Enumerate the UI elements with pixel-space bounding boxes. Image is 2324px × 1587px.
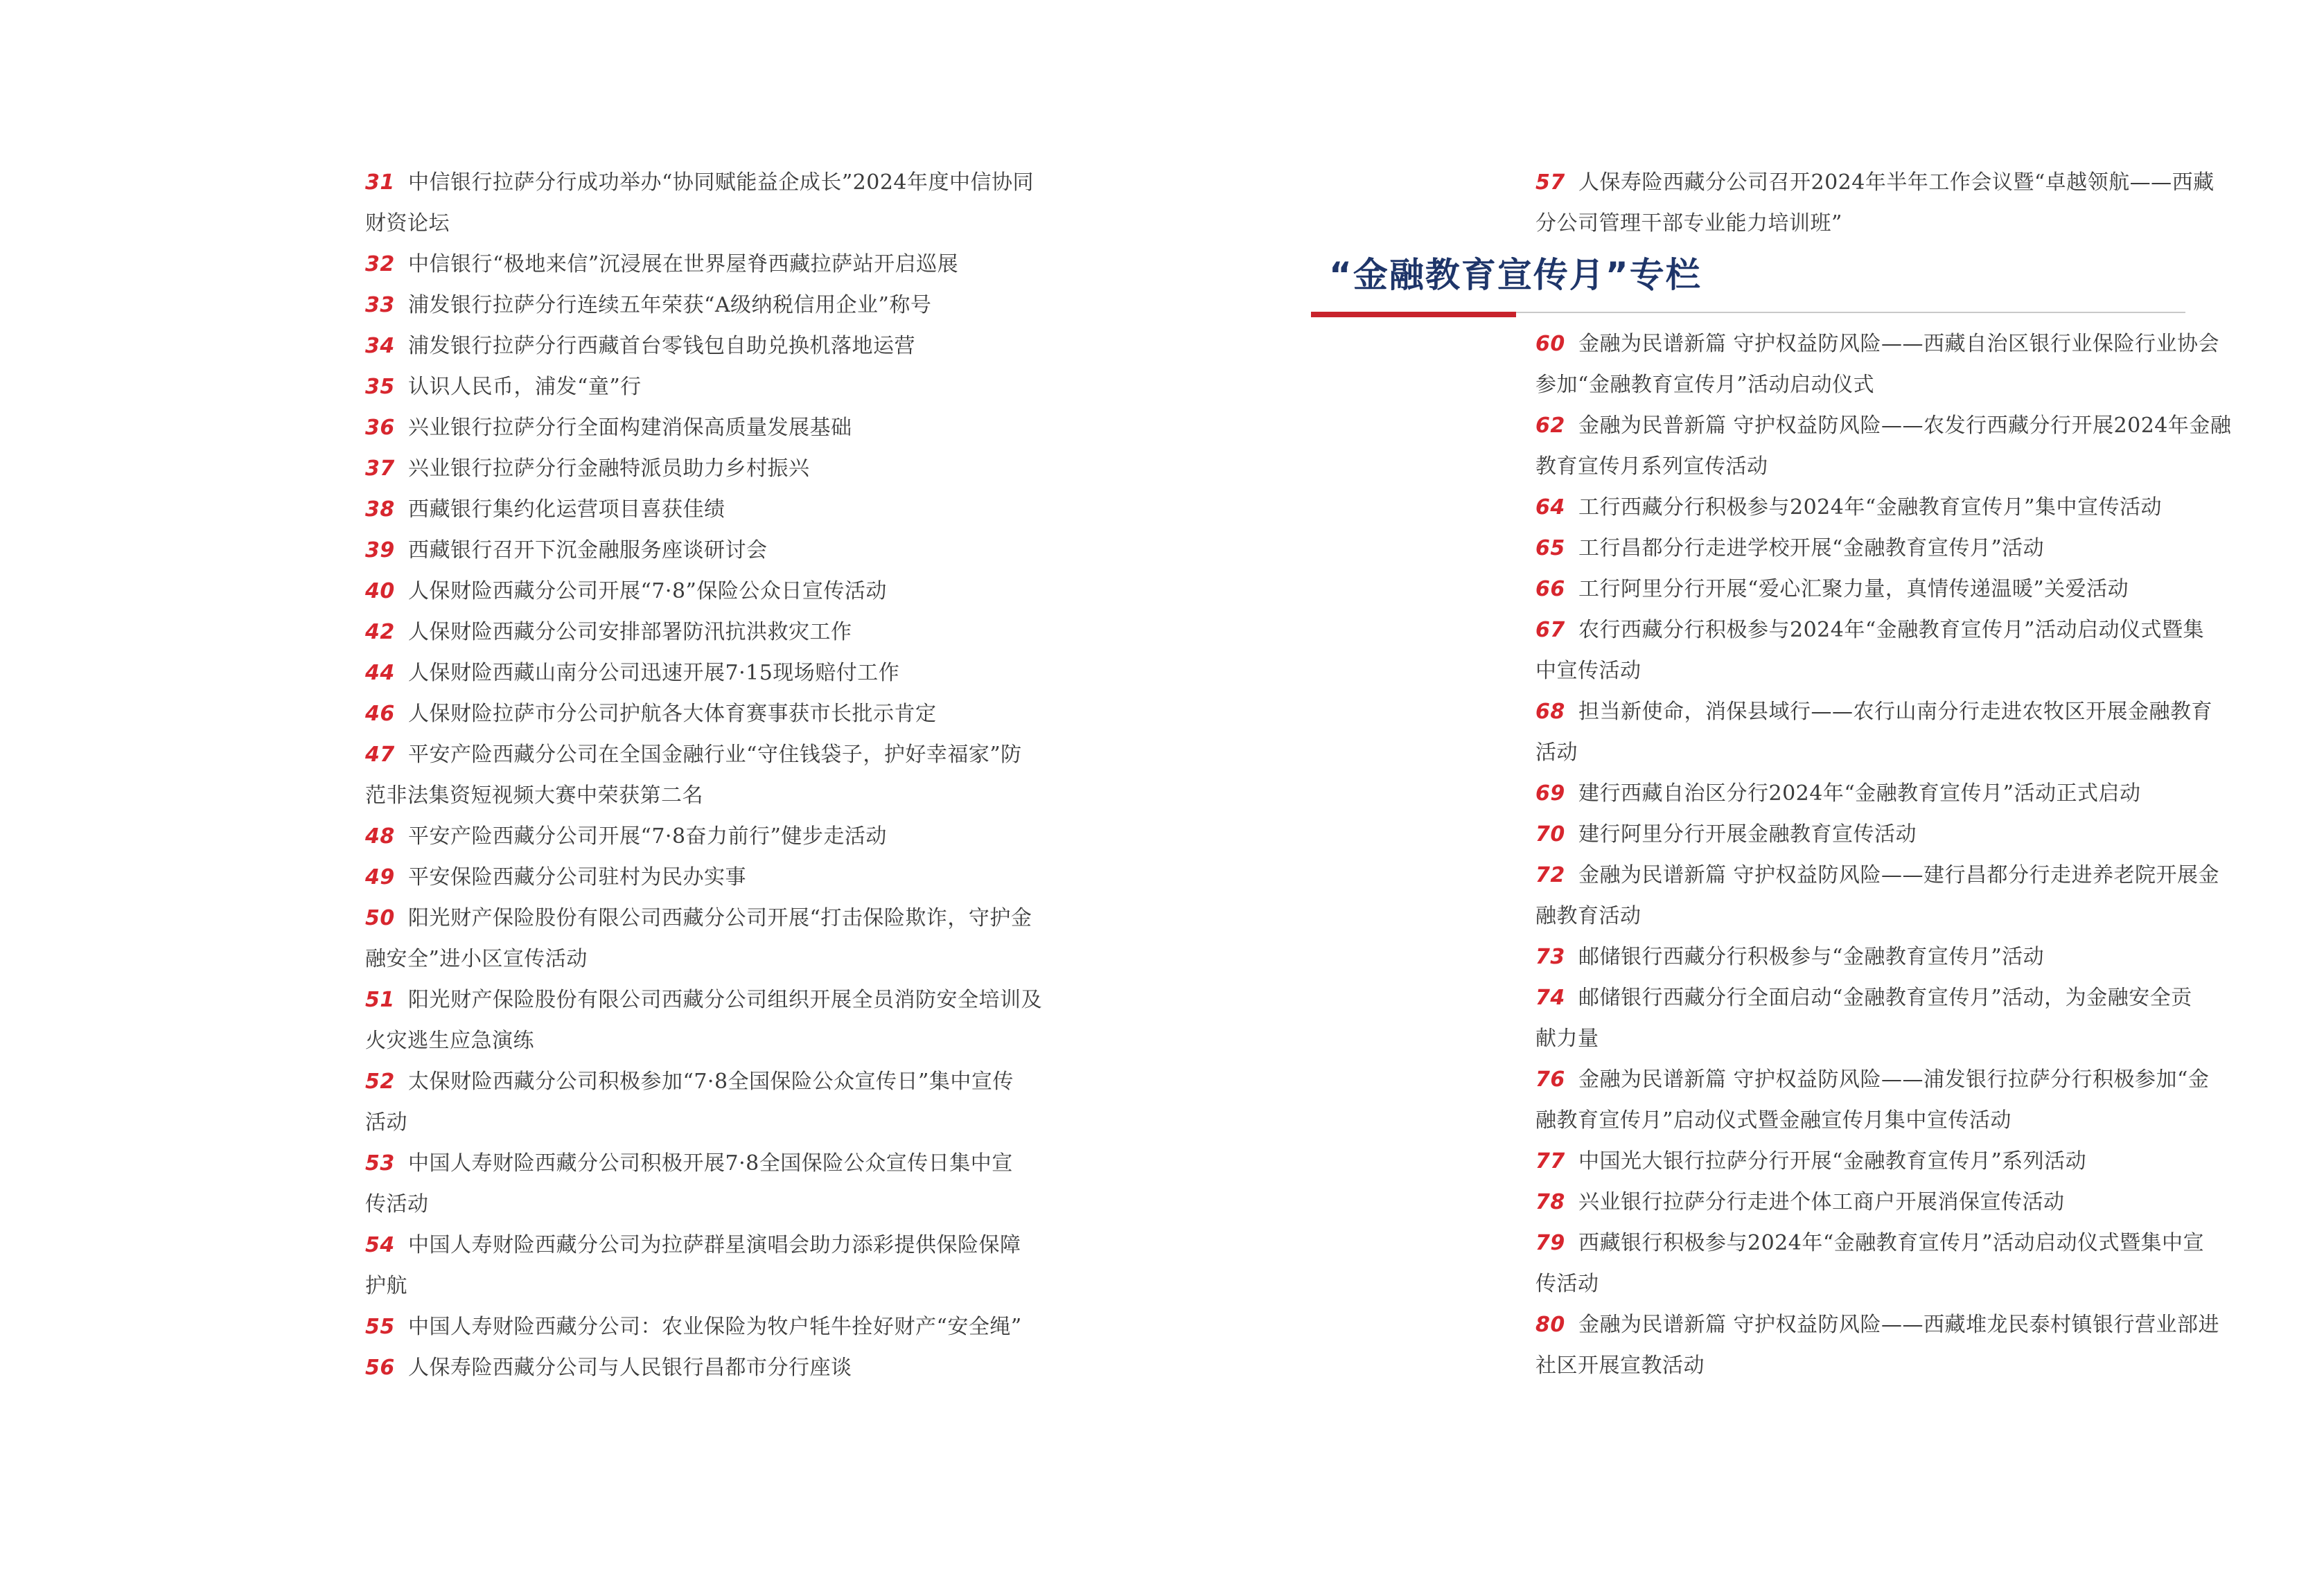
toc-entry[interactable] bbox=[365, 653, 899, 693]
toc-entry-title: 西藏银行召开下沉金融服务座谈研讨会 bbox=[408, 538, 768, 562]
toc-page-number: 49 bbox=[365, 865, 395, 889]
toc-entry-title: 西藏银行集约化运营项目喜获佳绩 bbox=[408, 497, 725, 522]
toc-entry-title: 平安产险西藏分公司开展“7·8奋力前行”健步走活动 bbox=[408, 824, 887, 849]
toc-entry-title: 中信银行“极地来信”沉浸展在世界屋脊西藏拉萨站开启巡展 bbox=[408, 252, 959, 276]
toc-entry-title: 传活动 bbox=[365, 1192, 429, 1216]
toc-entry[interactable] bbox=[1535, 1304, 2219, 1386]
toc-entry[interactable] bbox=[1535, 1223, 2204, 1304]
toc-page-number: 67 bbox=[1535, 618, 1565, 642]
toc-entry[interactable] bbox=[365, 448, 810, 489]
section-title-rule bbox=[1516, 312, 2185, 313]
toc-entry[interactable] bbox=[365, 1061, 1014, 1143]
toc-entry-title: 人保财险西藏分公司开展“7·8”保险公众日宣传活动 bbox=[408, 579, 887, 603]
toc-page-number: 64 bbox=[1535, 495, 1565, 520]
toc-entry-title: 人保财险西藏山南分公司迅速开展7·15现场赔付工作 bbox=[408, 661, 900, 685]
toc-page-number: 33 bbox=[365, 293, 395, 317]
toc-entry[interactable] bbox=[365, 1225, 1021, 1306]
toc-page-number: 70 bbox=[1535, 822, 1565, 846]
toc-entry-title: 工行西藏分行积极参与2024年“金融教育宣传月”集中宣传活动 bbox=[1578, 495, 2163, 520]
toc-entry[interactable] bbox=[365, 162, 1034, 244]
toc-page-number: 73 bbox=[1535, 945, 1565, 969]
toc-page-number: 44 bbox=[365, 661, 395, 685]
toc-entry[interactable] bbox=[365, 693, 937, 734]
toc-entry-title: 财资论坛 bbox=[365, 211, 450, 236]
toc-page-number: 47 bbox=[365, 743, 395, 767]
toc-entry[interactable] bbox=[365, 816, 887, 857]
toc-entry-title: 金融为民谱新篇 守护权益防风险——西藏自治区银行业保险行业协会 bbox=[1578, 332, 2220, 356]
toc-entry-title: 平安产险西藏分公司在全国金融行业“守住钱袋子，护好幸福家”防 bbox=[408, 743, 1022, 767]
toc-entry-title: 金融为民谱新篇 守护权益防风险——建行昌都分行走进养老院开展金 bbox=[1578, 863, 2220, 887]
toc-page-number: 38 bbox=[365, 497, 395, 522]
toc-entry[interactable] bbox=[1535, 855, 2219, 937]
toc-entry[interactable] bbox=[365, 734, 1022, 816]
toc-entry[interactable] bbox=[365, 244, 958, 285]
toc-entry-title: 中国光大银行拉萨分行开展“金融教育宣传月”系列活动 bbox=[1578, 1149, 2087, 1173]
toc-entry-title: 融安全”进小区宣传活动 bbox=[365, 947, 588, 971]
toc-entry-title: 西藏银行积极参与2024年“金融教育宣传月”活动启动仪式暨集中宣 bbox=[1578, 1231, 2205, 1255]
toc-entry[interactable] bbox=[365, 326, 915, 366]
toc-entry-title: 建行阿里分行开展金融教育宣传活动 bbox=[1578, 822, 1917, 846]
toc-page-number: 42 bbox=[365, 620, 395, 644]
toc-entry-title: 中信银行拉萨分行成功举办“协同赋能益企成长”2024年度中信协同 bbox=[408, 170, 1035, 195]
toc-page-number: 77 bbox=[1535, 1149, 1565, 1173]
toc-entry[interactable] bbox=[1535, 814, 1917, 855]
toc-entry[interactable] bbox=[1535, 1059, 2209, 1141]
toc-page-number: 56 bbox=[365, 1356, 395, 1380]
toc-entry-title: 兴业银行拉萨分行金融特派员助力乡村振兴 bbox=[408, 456, 810, 481]
toc-page-number: 32 bbox=[365, 252, 395, 276]
section-title-red-bar bbox=[1311, 312, 1516, 317]
toc-entry[interactable] bbox=[365, 366, 642, 407]
toc-entry[interactable] bbox=[1535, 691, 2212, 773]
toc-page-number: 39 bbox=[365, 538, 395, 562]
toc-entry-title: 邮储银行西藏分行积极参与“金融教育宣传月”活动 bbox=[1578, 945, 2045, 969]
toc-page-number: 78 bbox=[1535, 1190, 1565, 1214]
toc-page-number: 69 bbox=[1535, 781, 1565, 806]
toc-entry[interactable] bbox=[365, 571, 887, 612]
toc-entry[interactable] bbox=[365, 407, 852, 448]
toc-page-number: 40 bbox=[365, 579, 395, 603]
toc-entry[interactable] bbox=[365, 857, 746, 898]
toc-entry-title: 教育宣传月系列宣传活动 bbox=[1535, 454, 1768, 479]
toc-page-number: 80 bbox=[1535, 1313, 1565, 1337]
toc-page-number: 60 bbox=[1535, 332, 1565, 356]
toc-entry-title: 范非法集资短视频大赛中荣获第二名 bbox=[365, 783, 703, 808]
toc-entry-title: 兴业银行拉萨分行走进个体工商户开展消保宣传活动 bbox=[1578, 1190, 2065, 1214]
toc-entry-title: 浦发银行拉萨分行西藏首台零钱包自助兑换机落地运营 bbox=[408, 334, 915, 358]
toc-entry-title: 金融为民谱新篇 守护权益防风险——浦发银行拉萨分行积极参加“金 bbox=[1578, 1067, 2210, 1092]
toc-page-number: 74 bbox=[1535, 986, 1565, 1010]
toc-entry-title: 阳光财产保险股份有限公司西藏分公司开展“打击保险欺诈，守护金 bbox=[408, 906, 1032, 930]
toc-page-number: 48 bbox=[365, 824, 395, 849]
toc-page-number: 52 bbox=[365, 1070, 395, 1094]
toc-entry-title: 传活动 bbox=[1535, 1272, 1599, 1296]
toc-entry[interactable] bbox=[1535, 977, 2192, 1059]
toc-entry[interactable] bbox=[1535, 569, 2129, 610]
toc-page-number: 34 bbox=[365, 334, 395, 358]
toc-entry-title: 人保财险拉萨市分公司护航各大体育赛事获市长批示肯定 bbox=[408, 702, 937, 726]
toc-page-number: 50 bbox=[365, 906, 395, 930]
toc-entry[interactable] bbox=[365, 530, 768, 571]
toc-entry-title: 融教育宣传月”启动仪式暨金融宣传月集中宣传活动 bbox=[1535, 1108, 2012, 1133]
toc-entry-title: 工行阿里分行开展“爱心汇聚力量，真情传递温暖”关爱活动 bbox=[1578, 577, 2129, 601]
toc-page-number: 54 bbox=[365, 1233, 395, 1257]
toc-entry-title: 邮储银行西藏分行全面启动“金融教育宣传月”活动，为金融安全贡 bbox=[1578, 986, 2192, 1010]
toc-entry-title: 工行昌都分行走进学校开展“金融教育宣传月”活动 bbox=[1578, 536, 2045, 560]
toc-entry-title: 担当新使命，消保县域行——农行山南分行走进农牧区开展金融教育 bbox=[1578, 700, 2212, 724]
toc-entry[interactable] bbox=[1535, 487, 2162, 528]
toc-page-number: 53 bbox=[365, 1151, 395, 1176]
toc-page-number: 36 bbox=[365, 416, 395, 440]
toc-entry-title: 中国人寿财险西藏分公司：农业保险为牧户牦牛拴好财产“安全绳” bbox=[408, 1315, 1022, 1339]
toc-page-number: 66 bbox=[1535, 577, 1565, 601]
toc-entry[interactable] bbox=[365, 979, 1042, 1061]
toc-entry[interactable] bbox=[365, 1143, 1013, 1225]
toc-entry[interactable] bbox=[1535, 1182, 2065, 1223]
toc-entry-title: 平安保险西藏分公司驻村为民办实事 bbox=[408, 865, 746, 889]
toc-entry-title: 活动 bbox=[1535, 741, 1578, 765]
toc-entry-title: 中宣传活动 bbox=[1535, 659, 1641, 683]
toc-entry[interactable] bbox=[1535, 405, 2231, 487]
toc-entry[interactable] bbox=[1535, 610, 2204, 691]
toc-entry-title: 火灾逃生应急演练 bbox=[365, 1029, 534, 1053]
toc-entry[interactable] bbox=[1535, 528, 2044, 569]
toc-entry[interactable] bbox=[1535, 162, 2215, 244]
toc-entry-title: 人保寿险西藏分公司与人民银行昌都市分行座谈 bbox=[408, 1356, 852, 1380]
toc-entry-title: 分公司管理干部专业能力培训班” bbox=[1535, 211, 1842, 236]
toc-page-number: 46 bbox=[365, 702, 395, 726]
toc-entry-title: 农行西藏分行积极参与2024年“金融教育宣传月”活动启动仪式暨集 bbox=[1578, 618, 2205, 642]
toc-entry[interactable] bbox=[1535, 323, 2219, 405]
toc-entry[interactable] bbox=[1535, 937, 2044, 977]
toc-page-number: 62 bbox=[1535, 414, 1565, 438]
toc-entry-title: 人保财险西藏分公司安排部署防汛抗洪救灾工作 bbox=[408, 620, 852, 644]
toc-entry[interactable] bbox=[1535, 1141, 2086, 1182]
toc-entry-title: 中国人寿财险西藏分公司为拉萨群星演唱会助力添彩提供保险保障 bbox=[408, 1233, 1021, 1257]
toc-entry-title: 献力量 bbox=[1535, 1027, 1599, 1051]
toc-page-number: 37 bbox=[365, 456, 395, 481]
toc-page-number: 51 bbox=[365, 988, 395, 1012]
toc-page-number: 76 bbox=[1535, 1067, 1565, 1092]
toc-entry-title: 太保财险西藏分公司积极参加“7·8全国保险公众宣传日”集中宣传 bbox=[408, 1070, 1014, 1094]
toc-entry-title: 参加“金融教育宣传月”活动启动仪式 bbox=[1535, 373, 1875, 397]
toc-entry-title: 阳光财产保险股份有限公司西藏分公司组织开展全员消防安全培训及 bbox=[408, 988, 1042, 1012]
toc-page-number: 65 bbox=[1535, 536, 1565, 560]
toc-entry[interactable] bbox=[365, 612, 852, 653]
toc-page-number: 31 bbox=[365, 170, 395, 195]
toc-entry-title: 融教育活动 bbox=[1535, 904, 1641, 928]
toc-entry[interactable] bbox=[365, 489, 725, 530]
toc-entry[interactable] bbox=[1535, 773, 2141, 814]
section-title: “金融教育宣传月”专栏 bbox=[1329, 255, 1702, 295]
toc-entry[interactable] bbox=[365, 898, 1032, 979]
toc-page-number: 35 bbox=[365, 375, 395, 399]
toc-page-number: 68 bbox=[1535, 700, 1565, 724]
toc-entry-title: 建行西藏自治区分行2024年“金融教育宣传月”活动正式启动 bbox=[1578, 781, 2141, 806]
toc-entry-title: 护航 bbox=[365, 1274, 407, 1298]
toc-entry[interactable] bbox=[365, 1306, 1022, 1347]
toc-entry-title: 中国人寿财险西藏分公司积极开展7·8全国保险公众宣传日集中宣 bbox=[408, 1151, 1013, 1176]
toc-entry-title: 金融为民谱新篇 守护权益防风险——西藏堆龙民泰村镇银行营业部进 bbox=[1578, 1313, 2220, 1337]
toc-entry-title: 浦发银行拉萨分行连续五年荣获“A级纳税信用企业”称号 bbox=[408, 293, 932, 317]
toc-entry-title: 社区开展宣教活动 bbox=[1535, 1354, 1705, 1378]
toc-entry-title: 金融为民普新篇 守护权益防风险——农发行西藏分行开展2024年金融 bbox=[1578, 414, 2232, 438]
toc-page-number: 79 bbox=[1535, 1231, 1565, 1255]
toc-page-number: 72 bbox=[1535, 863, 1565, 887]
toc-entry-title: 活动 bbox=[365, 1110, 407, 1135]
toc-entry[interactable] bbox=[365, 285, 931, 326]
toc-entry[interactable] bbox=[365, 1347, 852, 1388]
toc-page-number: 55 bbox=[365, 1315, 395, 1339]
toc-page-number: 57 bbox=[1535, 170, 1565, 195]
toc-entry-title: 认识人民币，浦发“童”行 bbox=[408, 375, 642, 399]
toc-entry-title: 人保寿险西藏分公司召开2024年半年工作会议暨“卓越领航——西藏 bbox=[1578, 170, 2215, 195]
toc-entry-title: 兴业银行拉萨分行全面构建消保高质量发展基础 bbox=[408, 416, 852, 440]
